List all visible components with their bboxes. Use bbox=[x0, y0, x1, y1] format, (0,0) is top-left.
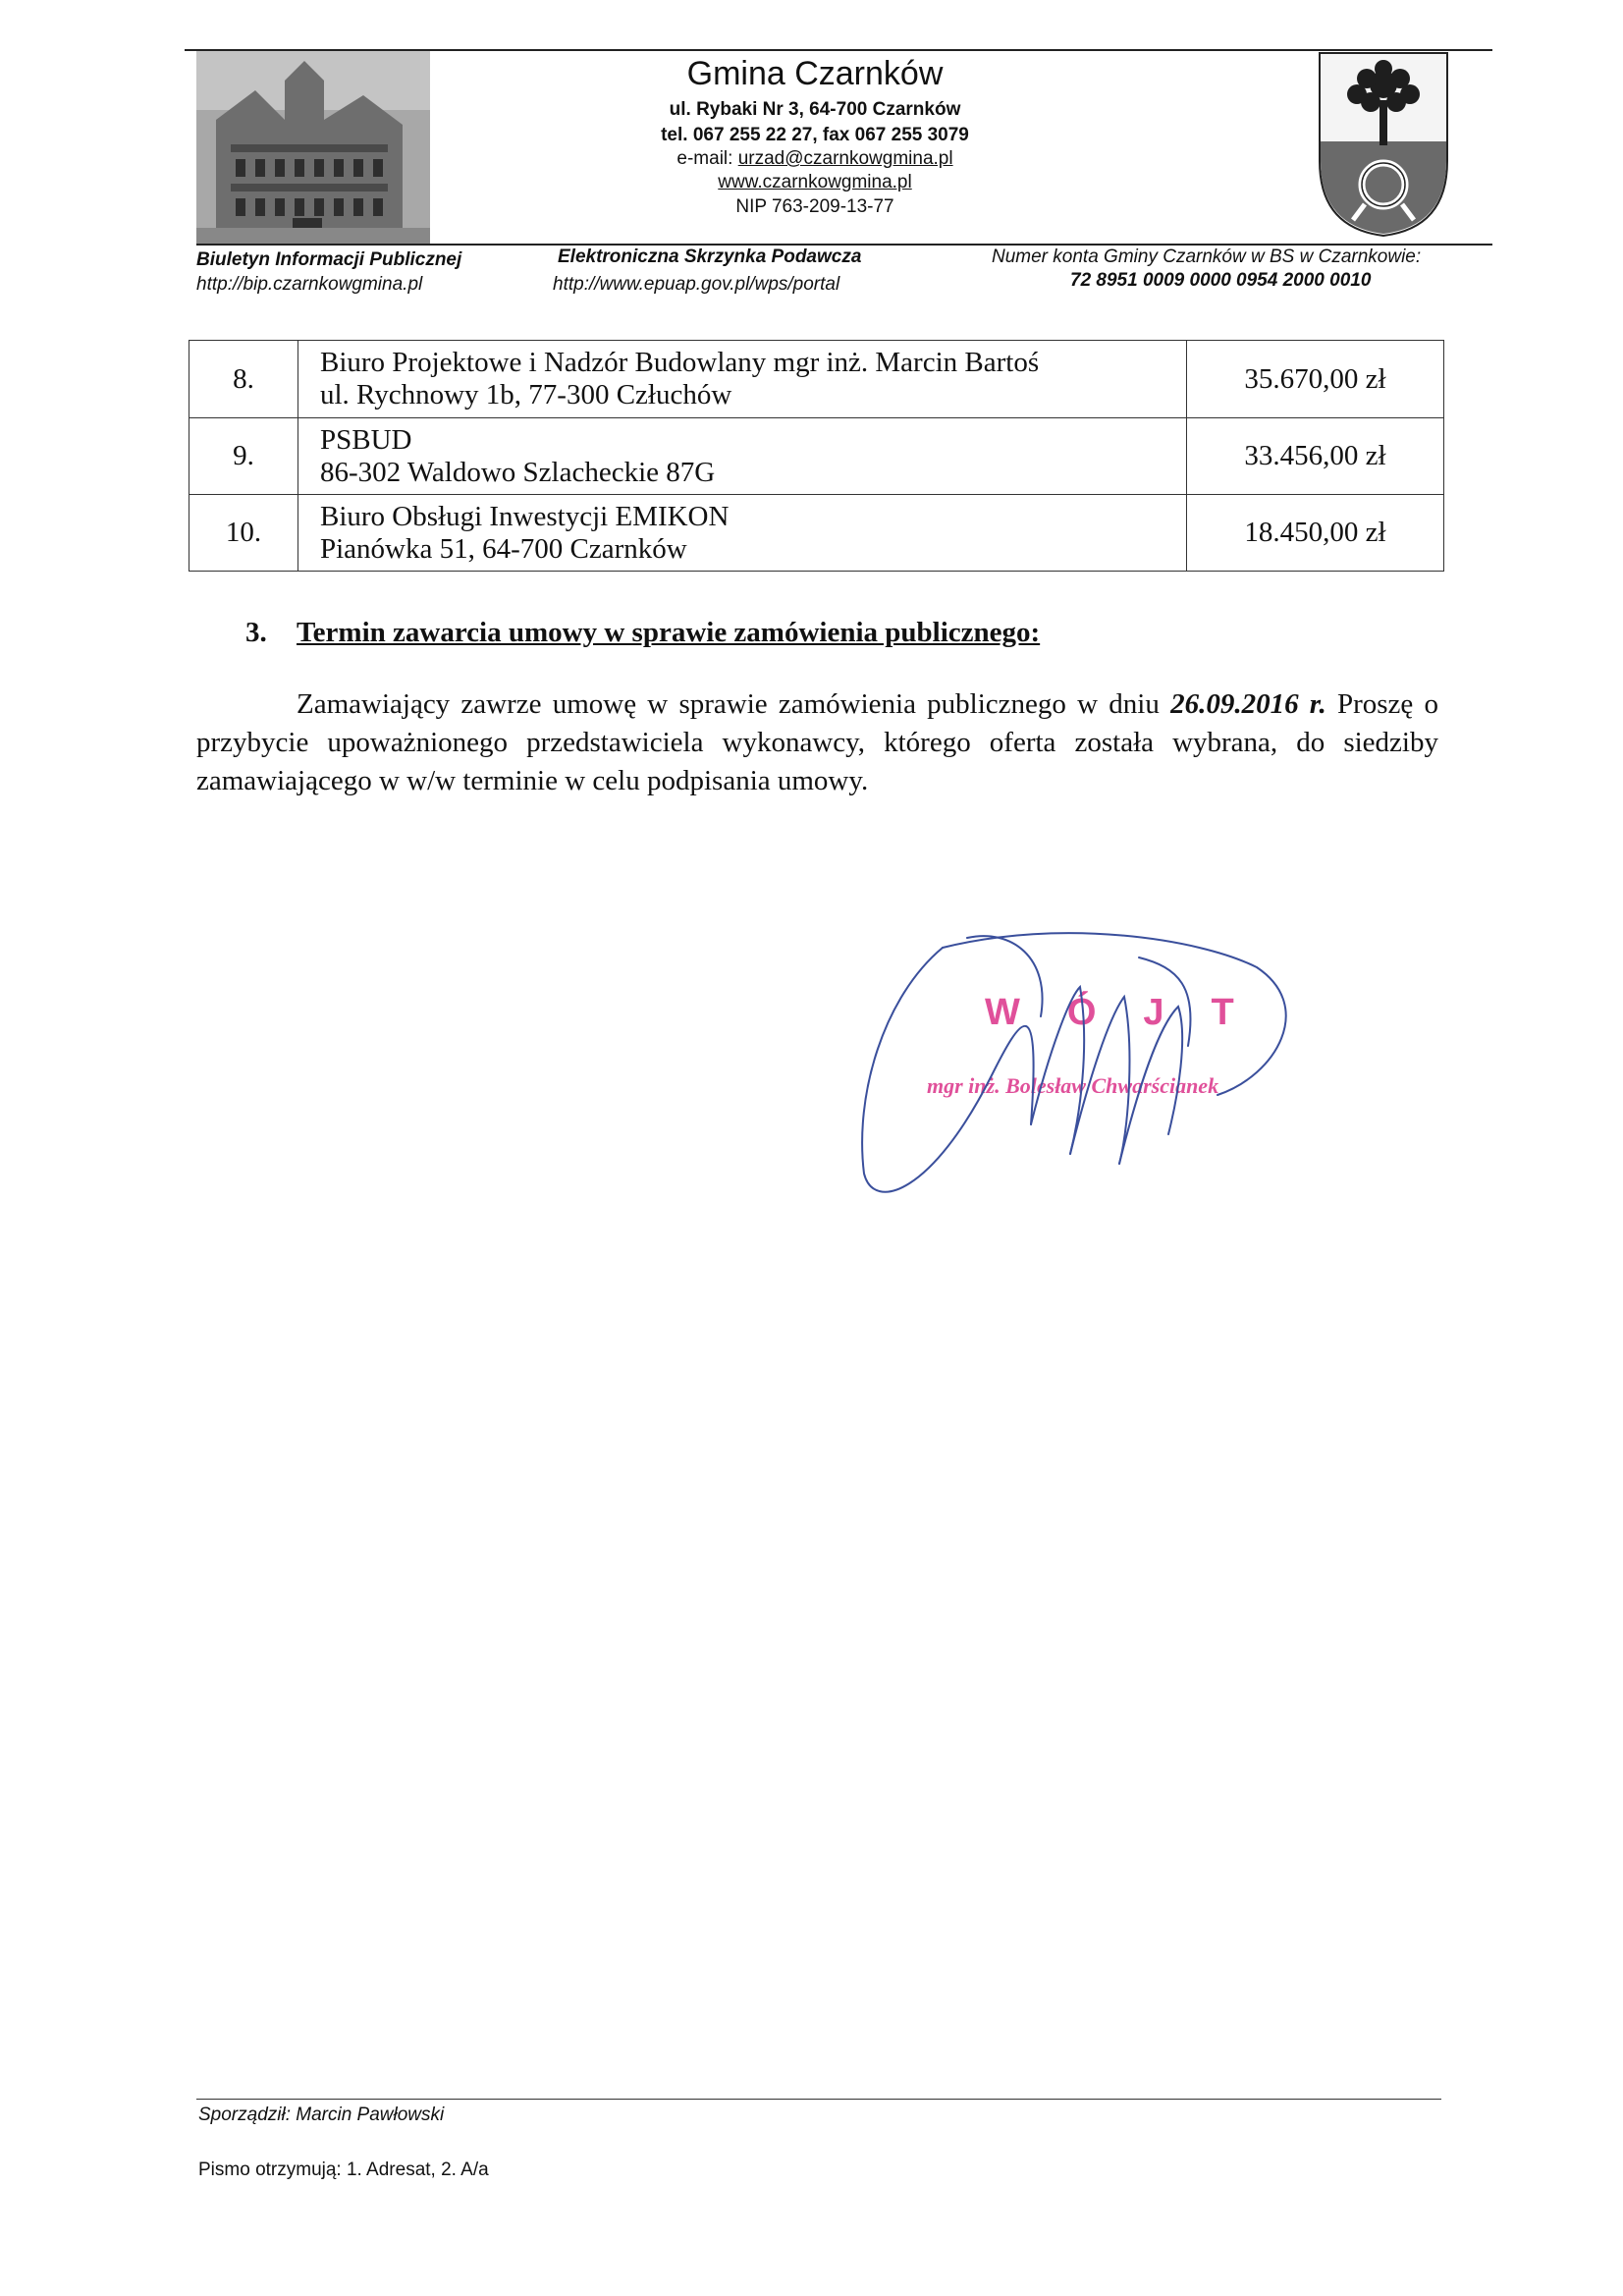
website-link[interactable]: www.czarnkowgmina.pl bbox=[718, 172, 912, 192]
bank-account-title: Numer konta Gminy Czarnków w BS w Czarnkowie: bbox=[992, 246, 1422, 267]
offer-number: 8. bbox=[189, 341, 298, 418]
bip-title: Biuletyn Informacji Publicznej bbox=[196, 249, 462, 270]
body-text-start: Zamawiający zawrze umowę w sprawie zamówienia publicznego w dniu bbox=[297, 688, 1171, 720]
contractor-name: Biuro Projektowe i Nadzór Budowlany mgr inż. Marcin Bartoś bbox=[320, 347, 1040, 378]
section-title: Termin zawarcia umowy w sprawie zamówienia publicznego: bbox=[297, 617, 1041, 648]
stamp-name: mgr inż. Bolesław Chwarścianek bbox=[927, 1073, 1219, 1098]
town-hall-photo bbox=[196, 51, 430, 246]
header-bottom-rule bbox=[196, 244, 1492, 246]
handwritten-signature bbox=[844, 928, 1316, 1213]
offer-amount: 35.670,00 zł bbox=[1187, 341, 1444, 418]
offer-amount: 18.450,00 zł bbox=[1187, 495, 1444, 572]
municipality-phone: tel. 067 255 22 27, fax 067 255 3079 bbox=[661, 125, 969, 145]
contractor-name: Biuro Obsługi Inwestycji EMIKON bbox=[320, 500, 730, 532]
offer-contractor bbox=[298, 495, 1187, 572]
section-number: 3. bbox=[245, 617, 267, 648]
bank-account-number: 72 8951 0009 0000 0954 2000 0010 bbox=[1070, 270, 1372, 291]
offer-number: 10. bbox=[189, 495, 298, 572]
offer-amount: 33.456,00 zł bbox=[1187, 418, 1444, 495]
contractor-address: ul. Rychnowy 1b, 77-300 Człuchów bbox=[320, 379, 732, 410]
offer-number: 9. bbox=[189, 418, 298, 495]
municipality-name: Gmina Czarnków bbox=[686, 55, 944, 92]
municipality-address: ul. Rybaki Nr 3, 64-700 Czarnków bbox=[669, 99, 961, 120]
offer-contractor bbox=[298, 341, 1187, 418]
municipality-website-line bbox=[550, 172, 1080, 193]
email-label: e-mail: bbox=[676, 148, 738, 169]
bip-url[interactable]: http://bip.czarnkowgmina.pl bbox=[196, 274, 423, 295]
recipients: Pismo otrzymują: 1. Adresat, 2. A/a bbox=[198, 2159, 489, 2180]
contract-date: 26.09.2016 r. bbox=[1170, 688, 1326, 720]
contractor-address: 86-302 Waldowo Szlacheckie 87G bbox=[320, 456, 716, 488]
email-link[interactable]: urzad@czarnkowgmina.pl bbox=[737, 148, 953, 169]
esp-title: Elektroniczna Skrzynka Podawcza bbox=[558, 246, 862, 267]
table-row bbox=[189, 418, 1444, 495]
contractor-name: PSBUD bbox=[320, 423, 412, 456]
body-text-end: Proszę o przybycie upoważnionego przedstawiciela wykonawcy, którego oferta została wybrana, do siedziby zamawiającego w w/w terminie w celu podpisania umowy. bbox=[196, 688, 1438, 796]
section-body bbox=[196, 685, 1438, 800]
offers-table bbox=[189, 340, 1444, 572]
table-row bbox=[189, 341, 1444, 418]
prepared-by: Sporządził: Marcin Pawłowski bbox=[198, 2105, 445, 2125]
coat-of-arms-icon bbox=[1316, 51, 1451, 238]
offer-contractor bbox=[298, 418, 1187, 495]
contractor-address: Pianówka 51, 64-700 Czarnków bbox=[320, 532, 687, 565]
municipality-email-line bbox=[550, 148, 1080, 170]
stamp-title: WÓJT bbox=[985, 992, 1281, 1033]
esp-url[interactable]: http://www.epuap.gov.pl/wps/portal bbox=[553, 274, 840, 295]
footer-rule bbox=[196, 2099, 1441, 2100]
municipality-nip: NIP 763-209-13-77 bbox=[735, 196, 894, 217]
table-row bbox=[189, 495, 1444, 572]
